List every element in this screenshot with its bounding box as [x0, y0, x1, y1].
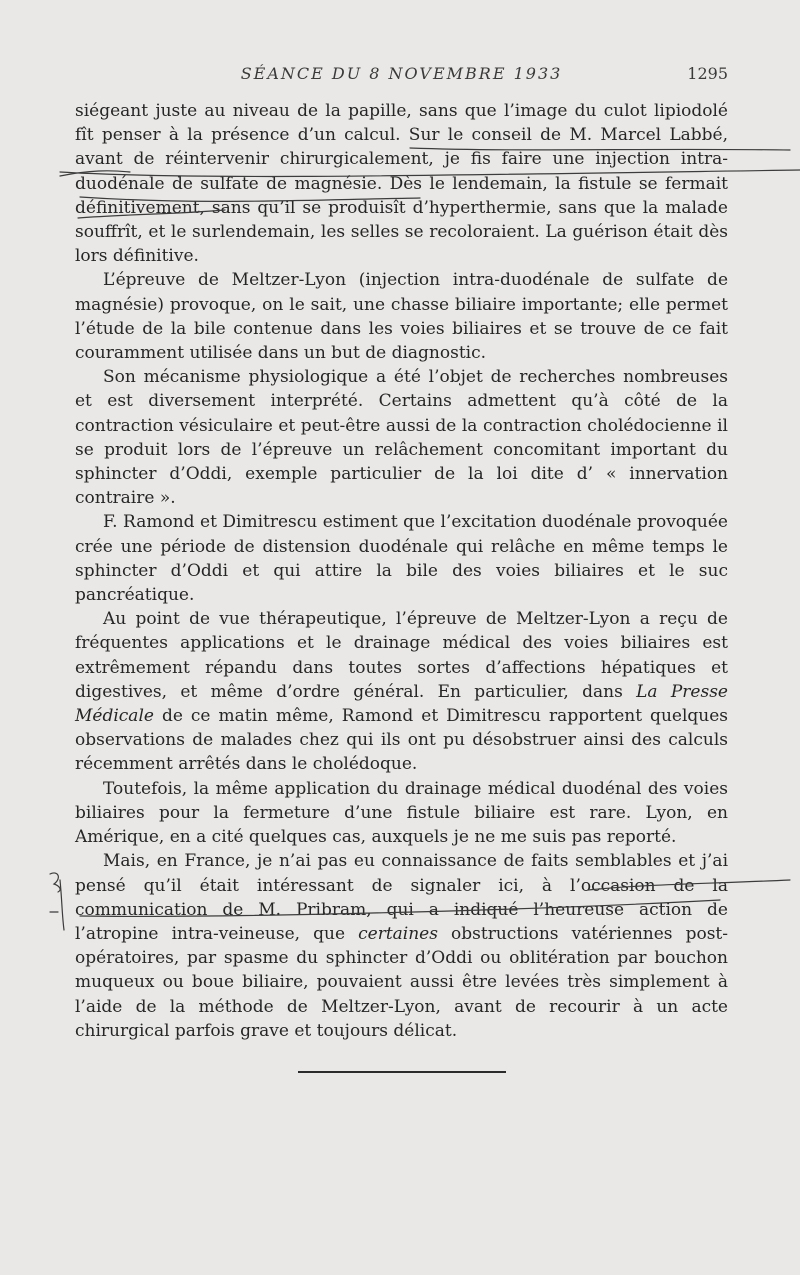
- paragraph: L’épreuve de Meltzer-Lyon (injection intra-duodénale de sulfate de magnésie) provoque, on le sait, une chasse biliaire importante; elle permet l’étude de la bile contenue dans les voies biliaires et se trouve de ce fait couramment utilisée dans un but de diagnostic.: [75, 270, 728, 364]
- paragraph-text: de ce matin même, Ramond et Dimitrescu rapportent quelques observations de malades chez qui ils ont pu désobstruer ainsi des calculs récemment arrêtés dans le cholédoque.: [75, 706, 728, 775]
- paragraph: siégeant juste au niveau de la papille, sans que l’image du culot lipiodolé fît penser à la présence d’un calcul. Sur le conseil de M. Marcel Labbé, avant de réintervenir chirurgicalement, je fis faire une injection intra-duodénale de sulfate de magnésie. Dès le lendemain, la fistule se fermait définitivement, sans qu’il se produisît d’hyperthermie, sans que la malade souffrît, et le surlendemain, les selles se recoloraient. La guérison était dès lors définitive.: [75, 101, 728, 267]
- paragraph-text: obstructions vatériennes post-opératoires, par spasme du sphincter d’Oddi ou oblitération par bouchon muqueux ou boue biliaire, pouvaient aussi être levées très simplement à l’aide de la méthode de Meltzer-Lyon, avant de recourir à un acte chirurgical parfois grave et toujours délicat.: [75, 923, 729, 1041]
- paragraph: Son mécanisme physiologique a été l’objet de recherches nombreuses et est diversement interprété. Certains admettent qu’à côté de la contraction vésiculaire et peut-être aussi de la contraction cholédocienne il se produit lors de l’épreuve un relâchement concomitant important du sphincter d’Oddi, exemple particulier de la loi dite d’ « innervation contraire ».: [75, 367, 728, 509]
- margin-bracket: [60, 880, 64, 930]
- page-header: [75, 64, 728, 88]
- paragraph-text: Mais, en France, je n’ai pas eu connaissance de faits semblables et j’ai pensé qu’il était intéressant de signaler ici, à l’occasion de la communication de M. Pribram, qui a indiqué l’heureuse action de l’atropine intra-veineuse, que: [75, 851, 728, 944]
- paragraph: [75, 849, 728, 1043]
- paragraph: F. Ramond et Dimitrescu estiment que l’excitation duodénale provoquée crée une période de distension duodénale qui relâche en même temps le sphincter d’Oddi et qui attire la bile des voies biliaires et le suc pancréatique.: [75, 512, 728, 606]
- article-body: [75, 99, 728, 1043]
- running-title: SÉANCE DU 8 NOVEMBRE 1933: [240, 64, 563, 83]
- paragraph: Toutefois, la même application du drainage médical duodénal des voies biliaires pour la fermeture d’une fistule biliaire est rare. Lyon, en Amérique, en a cité quelques cas, auxquels je ne me suis pas reporté.: [75, 778, 728, 848]
- paragraph: [75, 607, 728, 776]
- end-rule: [298, 1071, 506, 1073]
- margin-mark: [50, 873, 60, 892]
- emphasis: certaines: [358, 923, 438, 944]
- paragraph-text: Au point de vue thérapeutique, l’épreuve de Meltzer-Lyon a reçu de fréquentes applications et le drainage médical des voies biliaires est extrêmement répandu dans toutes sortes d’affections hépatiques et digestives, et même d’ordre général. En particulier, dans: [75, 609, 728, 702]
- journal-title: La Presse Médicale: [75, 681, 728, 727]
- page-number: 1295: [687, 64, 728, 83]
